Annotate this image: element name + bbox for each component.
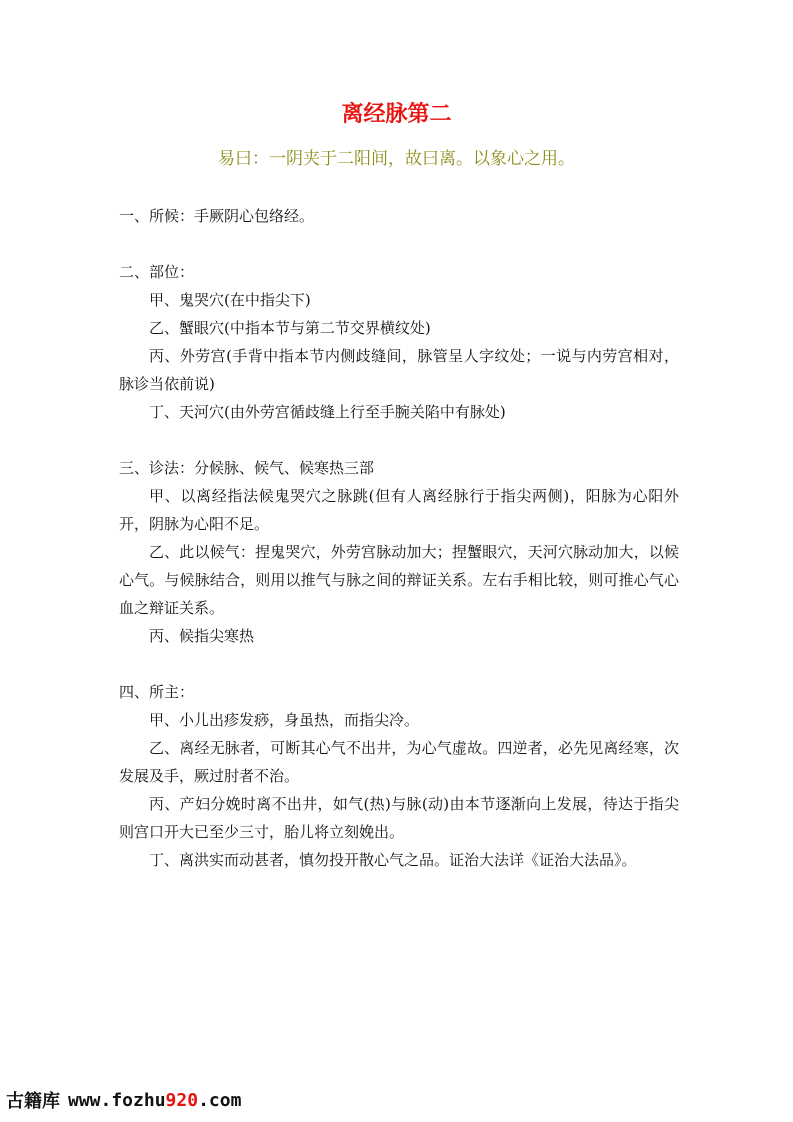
- document-body: [119, 202, 679, 902]
- watermark-url-prefix: www.fozhu: [68, 1089, 166, 1111]
- list-item: 甲、鬼哭穴(在中指尖下): [149, 291, 311, 309]
- list-item: 乙、此以候气：捏鬼哭穴，外劳宫脉动加大；捏蟹眼穴，天河穴脉动加大，以候心气。与候脉结合，则用以推气与脉之间的辩证关系。左右手相比较，则可推心气心血之辩证关系。: [119, 543, 679, 617]
- list-item: 乙、蟹眼穴(中指本节与第二节交界横纹处): [149, 319, 431, 337]
- list-item: 丁、离洪实而动甚者，慎勿投开散心气之品。证治大法详《证治大法品》。: [149, 851, 637, 869]
- list-item: 乙、离经无脉者，可断其心气不出井，为心气虚故。四逆者，必先见离经寒，次发展及手，厥过肘者不治。: [119, 739, 679, 785]
- watermark-url-accent: 920: [165, 1089, 199, 1111]
- section-heading: 一、所候：手厥阴心包络经。: [119, 207, 315, 225]
- section-suozhu: [119, 678, 679, 874]
- watermark-name: 古籍库: [6, 1091, 60, 1112]
- section-zhenfa: [119, 454, 679, 650]
- section-heading: 四、所主：: [119, 683, 195, 701]
- list-item: 甲、以离经指法候鬼哭穴之脉跳(但有人离经脉行于指尖两侧)，阳脉为心阳外开，阴脉为心阳不足。: [119, 487, 679, 533]
- section-buwei: [119, 258, 679, 426]
- site-watermark: [0, 1078, 266, 1122]
- watermark-url-suffix: .com: [198, 1089, 242, 1111]
- section-suohou: [119, 202, 679, 230]
- list-item: 丁、天河穴(由外劳宫循歧缝上行至手腕关陷中有脉处): [149, 403, 506, 421]
- page-subtitle: 易曰：一阴夹于二阳间，故曰离。以象心之用。: [218, 149, 575, 169]
- list-item: 丙、产妇分娩时离不出井，如气(热)与脉(动)由本节逐渐向上发展，待达于指尖则宫口开大已至少三寸，胎儿将立刻娩出。: [119, 795, 679, 841]
- list-item: 丙、外劳宫(手背中指本节内侧歧缝间，脉管呈人字纹处；一说与内劳宫相对，脉诊当依前说): [119, 347, 679, 393]
- list-item: 丙、候指尖寒热: [149, 627, 255, 645]
- section-heading: 二、部位：: [119, 263, 195, 281]
- list-item: 甲、小儿出疹发痧，身虽热，而指尖冷。: [149, 711, 420, 729]
- page-title: 离经脉第二: [341, 102, 452, 127]
- section-heading: 三、诊法：分候脉、候气、候寒热三部: [119, 459, 375, 477]
